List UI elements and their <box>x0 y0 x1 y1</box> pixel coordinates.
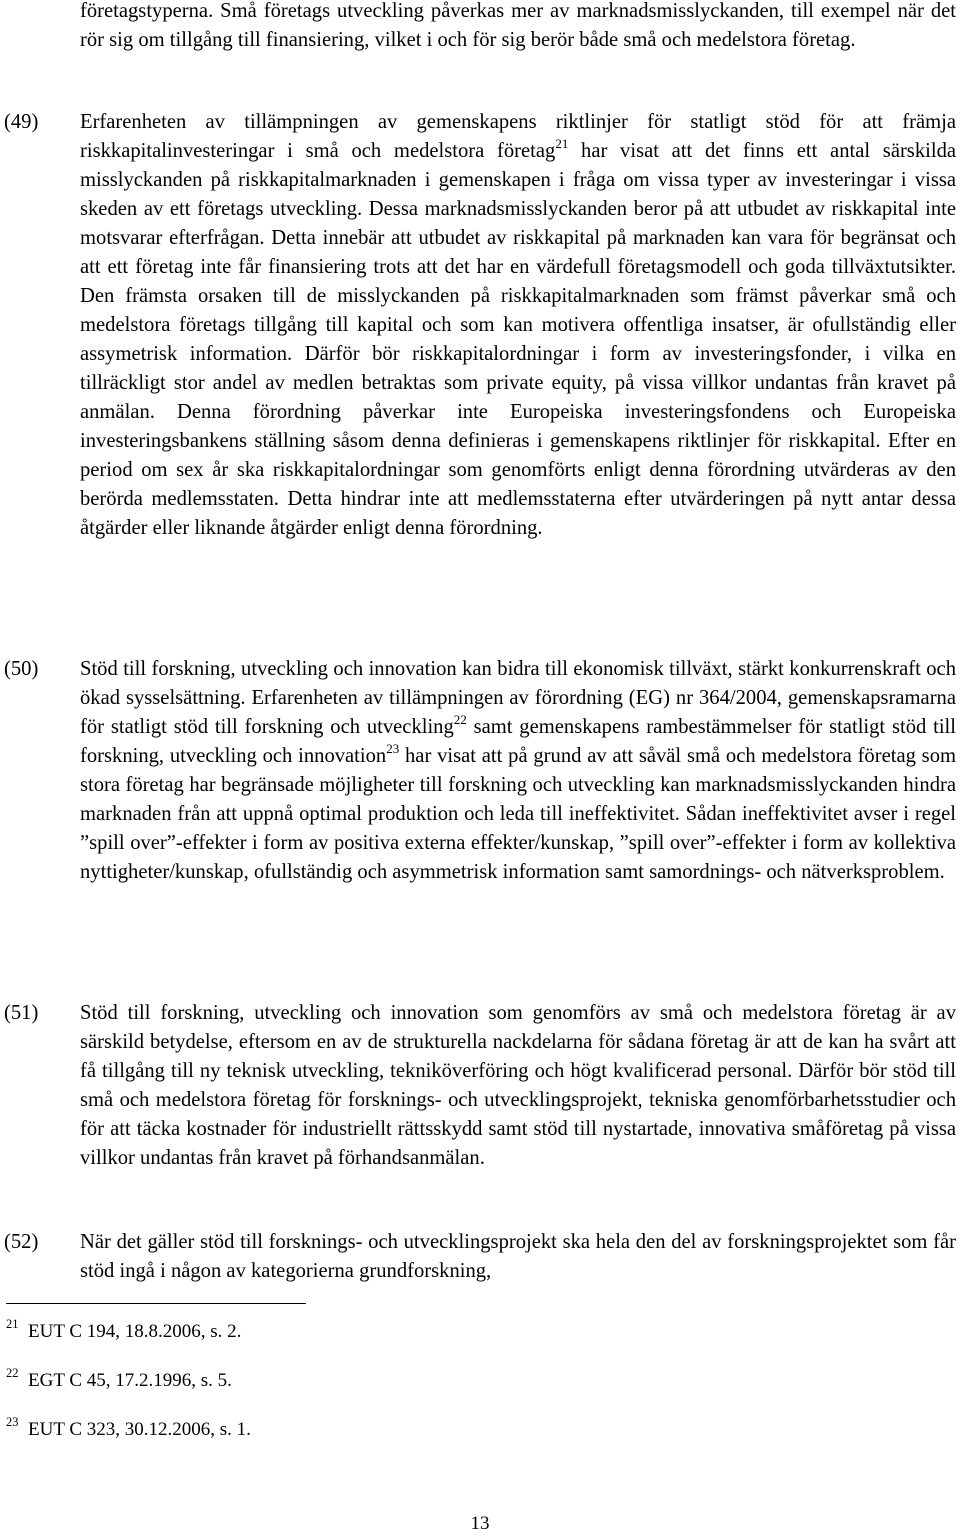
paragraph-text: har visat att det finns ett antal särskilda misslyckanden på riskkapitalmarknaden i gemenskapen i fråga om vissa typer av investeringar i vissa skeden av ett företags utveckling. Dessa marknadsmisslyckanden beror på att utbudet av riskkapital inte motsvarar efterfrågan. Detta innebär att utbudet av riskkapital på marknaden kan vara för begränsat och att ett företag inte får finansiering trots att det har en värdefull företagsmodell och goda tillväxtutsikter. Den främsta orsaken till de misslyckanden på riskkapitalmarknaden som främst påverkar små och medelstora företags tillgång till kapital och som kan motivera offentliga insatser, är ofullständig eller assymetrisk information. Därför bör riskkapitalordningar i form av investeringsfonder, i vilka en tillräckligt stor andel av medlen betraktas som private equity, på vissa villkor undantas från kravet på anmälan. Denna förordning påverkar inte Europeiska investeringsfondens och Europeiska investeringsbankens ställning såsom denna definieras i gemenskapens riktlinjer för riskkapital. Efter en period om sex år ska riskkapitalordningar som genomförts enligt denna förordning utvärderas av den berörda medlemsstaten. Detta hindrar inte att medlemsstaterna efter utvärderingen på nytt antar dessa åtgärder eller liknande åtgärder enligt denna förordning. <box>80 140 957 539</box>
paragraph-text: samt gemenskapens rambestämmelser för statligt stöd till forskning, utveckling och innovation <box>80 716 957 767</box>
footnote-ref-23[interactable]: 23 <box>386 741 400 757</box>
paragraph-number-52: (52) <box>4 1231 39 1253</box>
paragraph-52 <box>80 1228 956 1286</box>
footnote-text: EUT C 194, 18.8.2006, s. 2. <box>28 1321 242 1342</box>
paragraph-50 <box>80 655 956 887</box>
footnote-text: EGT C 45, 17.2.1996, s. 5. <box>28 1370 232 1391</box>
footnote-22 <box>6 1366 232 1394</box>
paragraph-number-51: (51) <box>4 1002 39 1024</box>
footnote-ref-22[interactable]: 22 <box>453 712 467 728</box>
paragraph-text: har visat att på grund av att såväl små och medelstora företag som stora företag har begränsade möjligheter till forskning och utveckling kan marknadsmisslyckanden hindra marknaden från att uppnå optimal produktion och leda till ineffektivitet. Sådan ineffektivitet avser i regel ”spill over”-effekter i form av positiva externa effekter/kunskap, ”spill over”-effekter i form av kollektiva nyttigheter/kunskap, ofullständig och asymmetrisk information samt samordnings- och nätverksproblem. <box>80 745 957 883</box>
paragraph-text: Erfarenheten av tillämpningen av gemenskapens riktlinjer för statligt stöd för att främja riskkapitalinvesteringar i små och medelstora företag <box>80 111 956 162</box>
footnote-divider <box>6 1303 306 1304</box>
footnote-text: EUT C 323, 30.12.2006, s. 1. <box>28 1419 251 1440</box>
paragraph-text: Stöd till forskning, utveckling och innovation som genomförs av små och medelstora företag är av särskild betydelse, eftersom en av de strukturella nackdelarna för sådana företag är att de kan ha svårt att få tillgång till ny teknisk utveckling, tekniköverföring och högt kvalificerad personal. Därför bör stöd till små och medelstora företag för forsknings- och utvecklingsprojekt, tekniska genomförbarhetsstudier och för att täcka kostnader för industriellt rättsskydd samt stöd till nystartade, innovativa småföretag på vissa villkor undantas från kravet på förhandsanmälan. <box>80 1002 956 1169</box>
footnote-mark: 23 <box>6 1415 19 1429</box>
footnote-23 <box>6 1415 251 1443</box>
intro-paragraph <box>80 0 956 55</box>
footnote-mark: 22 <box>6 1366 19 1380</box>
paragraph-number-50: (50) <box>4 658 39 680</box>
intro-text: företagstyperna. Små företags utveckling påverkas mer av marknadsmisslyckanden, till exempel när det rör sig om tillgång till finansiering, vilket i och för sig berör både små och medelstora företag. <box>80 0 956 51</box>
footnote-ref-21[interactable]: 21 <box>555 136 569 152</box>
paragraph-51 <box>80 999 956 1173</box>
footnote-mark: 21 <box>6 1317 19 1331</box>
paragraph-49 <box>80 108 956 543</box>
paragraph-number-49: (49) <box>4 111 39 133</box>
page-number: 13 <box>470 1513 490 1534</box>
footnote-21 <box>6 1317 242 1345</box>
paragraph-text: När det gäller stöd till forsknings- och utvecklingsprojekt ska hela den del av forskningsprojektet som får stöd ingå i någon av kategorierna grundforskning, <box>80 1231 956 1282</box>
paragraph-text: Stöd till forskning, utveckling och innovation kan bidra till ekonomisk tillväxt, stärkt konkurrenskraft och ökad sysselsättning. Erfarenheten av tillämpningen av förordning (EG) nr 364/2004, gemenskapsramarna för statligt stöd till forskning och utveckling <box>80 658 956 738</box>
